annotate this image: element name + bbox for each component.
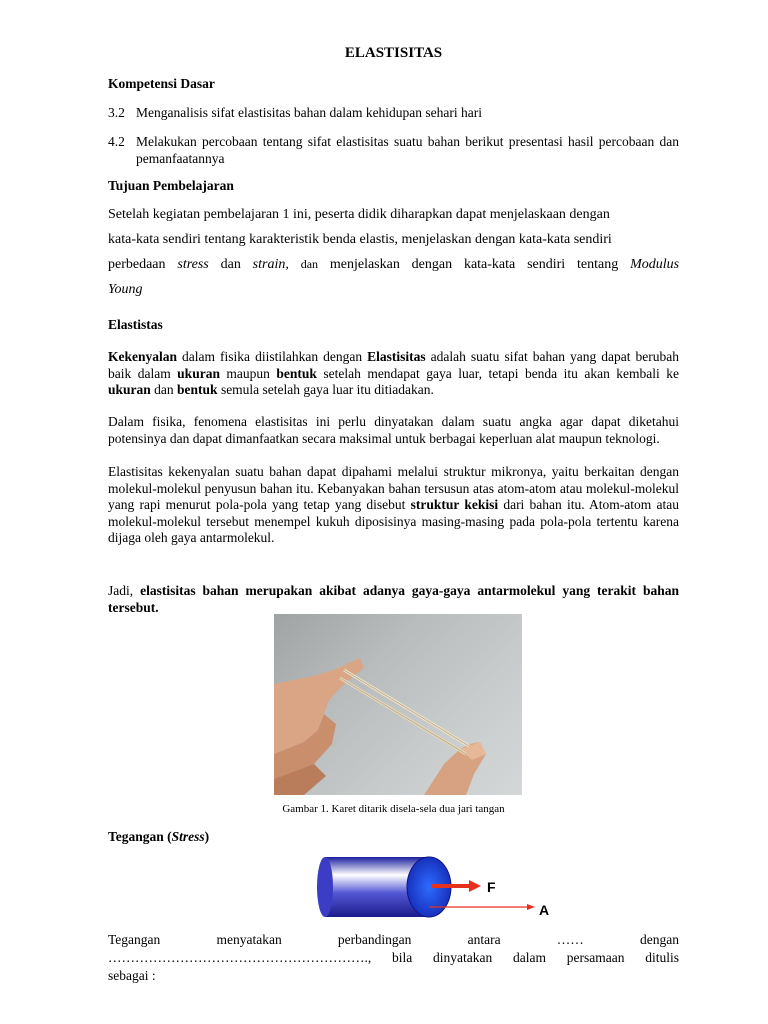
tegangan-line: …………………………………………………., bila dinyatakan dalam persamaan ditulis [108, 950, 679, 965]
item-text: Melakukan percobaan tentang sifat elastisitas suatu bahan berikut presentasi hasil percobaan dan pemanfaatannya [136, 134, 679, 166]
tujuan-line: Setelah kegiatan pembelajaran 1 ini, peserta didik diharapkan dapat menjelaskaan dengan [108, 207, 610, 222]
item-number: 4.2 [108, 134, 125, 149]
tegangan-heading: Tegangan (Stress) [108, 829, 210, 844]
kompetensi-heading: Kompetensi Dasar [108, 76, 215, 91]
stress-cylinder-diagram [311, 855, 561, 925]
item-number: 3.2 [108, 105, 125, 120]
force-arrowhead [469, 880, 481, 892]
paragraph-fenomena: Dalam fisika, fenomena elastisitas ini perlu dinyatakan dalam suatu angka agar dapat diketahui potensinya dan dapat dimanfaatkan secara maksimal untuk berbagai keperluan alat maupun teknologi. [108, 414, 679, 446]
page-title: ELASTISITAS [344, 45, 443, 61]
figure-caption: Gambar 1. Karet ditarik disela-sela dua jari tangan [282, 803, 505, 815]
tegangan-line: sebagai : [108, 968, 156, 983]
tujuan-line: perbedaan stress dan strain, dan menjelaskan dengan kata-kata sendiri tentang Modulus [108, 257, 679, 272]
tujuan-heading: Tujuan Pembelajaran [108, 178, 234, 193]
tegangan-paragraph [108, 931, 679, 985]
tujuan-paragraph [108, 202, 679, 302]
tujuan-line: Young [108, 282, 143, 297]
area-arrowhead [527, 904, 535, 910]
cylinder-back-end [317, 857, 333, 917]
rubber-band-photo [274, 614, 522, 795]
paragraph-struktur: Elastisitas kekenyalan suatu bahan dapat dipahami melalui struktur mikronya, yaitu berkaitan dengan molekul-molekul penyusun bahan itu. Kebanyakan bahan tersusun atas atom-atom atau molekul-molekul yang rapi menurut pola-pola yang tetap yang disebut struktur kekisi dari bahan itu. Atom-atom atau molekul-molekul tersebut menempel kukuh diposisinya masing-masing pada pola-pola tertentu karena dijaga oleh gaya antarmolekul. [108, 464, 679, 545]
paragraph-kekenyalan: Kekenyalan dalam fisika diistilahkan dengan Elastisitas adalah suatu sifat bahan yang dapat berubah baik dalam ukuran maupun bentuk setelah mendapat gaya luar, tetapi benda itu akan kembali ke ukuran dan bentuk semula setelah gaya luar itu ditiadakan. [108, 349, 680, 397]
area-label: A [539, 902, 550, 918]
tegangan-line: Tegangan menyatakan perbandingan antara …… dengan [108, 932, 679, 947]
tujuan-line: kata-kata sendiri tentang karakteristik benda elastis, menjelaskan dengan kata-kata sendiri [108, 232, 612, 247]
elastistas-heading: Elastistas [108, 317, 163, 332]
hand-rubber-band-illustration [274, 614, 522, 795]
paragraph-kesimpulan: Jadi, elastisitas bahan merupakan akibat adanya gaya-gaya antarmolekul yang terakit bahan tersebut. [108, 583, 679, 615]
item-text: Menganalisis sifat elastisitas bahan dalam kehidupan sehari hari [136, 105, 483, 120]
force-label: F [487, 879, 496, 895]
